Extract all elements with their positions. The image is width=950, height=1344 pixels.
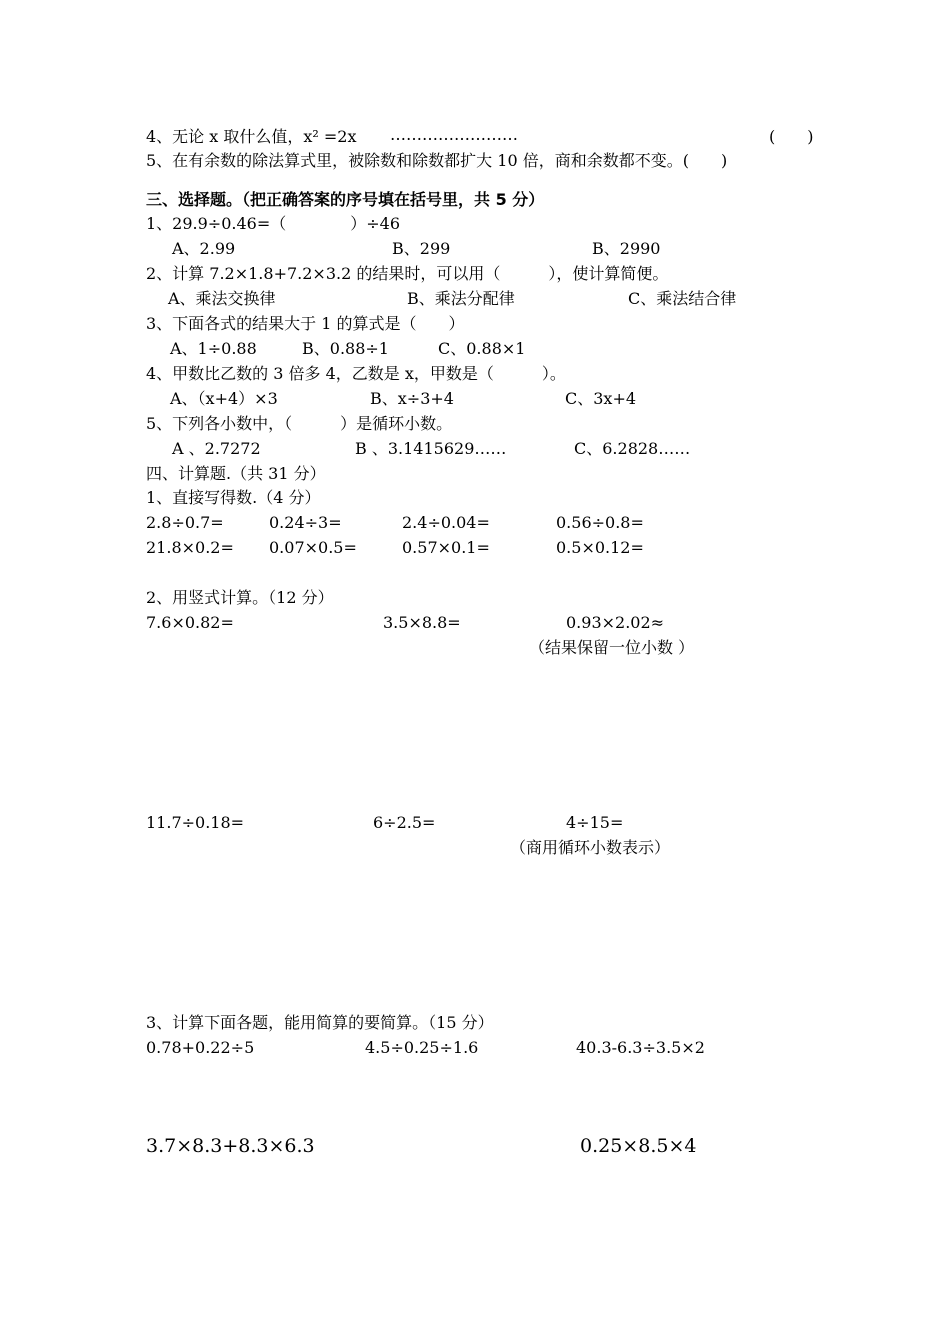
calc-p3-item: 0.78+0.22÷5	[146, 1038, 255, 1057]
choice-q4-option-c: C、3x+4	[565, 389, 637, 408]
calc-p1-item: 0.5×0.12=	[556, 538, 644, 557]
choice-q4-option-b: B、x÷3+4	[370, 389, 454, 408]
choice-q1-option-b: B、299	[392, 239, 451, 258]
calc-part-3-title: 3、计算下面各题，能用简算的要简算。（15 分）	[146, 1013, 494, 1032]
tf-question-4-dots: ……………………	[390, 125, 518, 144]
choice-q2-option-c: C、乘法结合律	[628, 289, 737, 308]
choice-q3-option-c: C、0.88×1	[438, 339, 526, 358]
choice-q3-option-a: A、1÷0.88	[170, 339, 257, 358]
calc-part-2-title: 2、用竖式计算。（12 分）	[146, 588, 334, 607]
choice-q1-option-a: A、2.99	[172, 239, 236, 258]
choice-q4-option-a: A、（x+4）×3	[170, 389, 278, 408]
calc-section-heading: 四、计算题.（共 31 分）	[146, 464, 326, 483]
tf-question-4: 4、无论 x 取什么值，x² =2x	[146, 127, 357, 146]
choice-q5-option-a: A 、2.7272	[172, 439, 261, 458]
calc-p1-item: 2.4÷0.04=	[402, 513, 490, 532]
choice-question-5: 5、下列各小数中，（ ）是循环小数。	[146, 414, 453, 433]
choice-section-heading: 三、选择题。（把正确答案的序号填在括号里，共 5 分）	[146, 190, 545, 209]
tf-question-5: 5、在有余数的除法算式里，被除数和除数都扩大 10 倍，商和余数都不变。( )	[146, 151, 728, 170]
calc-part-1-title: 1、直接写得数.（4 分）	[146, 488, 321, 507]
calc-p2-note-rounding: （结果保留一位小数 ）	[529, 638, 695, 657]
choice-question-1: 1、29.9÷0.46=（ ）÷46	[146, 214, 401, 233]
tf-question-4-answer-paren: ( )	[769, 127, 814, 146]
calc-p2-item: 6÷2.5=	[373, 813, 436, 832]
choice-q2-option-a: A、乘法交换律	[168, 289, 276, 308]
calc-p1-item: 21.8×0.2=	[146, 538, 234, 557]
choice-question-3: 3、下面各式的结果大于 1 的算式是（ ）	[146, 314, 465, 333]
calc-p2-item: 3.5×8.8=	[383, 613, 461, 632]
calc-p2-item: 4÷15=	[566, 813, 624, 832]
calc-p1-item: 0.24÷3=	[269, 513, 342, 532]
calc-p1-item: 0.56÷0.8=	[556, 513, 644, 532]
choice-q3-option-b: B、0.88÷1	[302, 339, 389, 358]
calc-p2-note-repeating: （商用循环小数表示）	[510, 838, 671, 857]
choice-q1-option-c: B、2990	[592, 239, 661, 258]
choice-question-4: 4、甲数比乙数的 3 倍多 4，乙数是 x，甲数是（ ）。	[146, 364, 566, 383]
calc-p2-item: 0.93×2.02≈	[566, 613, 665, 632]
choice-question-2: 2、计算 7.2×1.8+7.2×3.2 的结果时，可以用（ ），使计算简便。	[146, 264, 669, 283]
calc-p1-item: 2.8÷0.7=	[146, 513, 224, 532]
calc-p3-item: 0.25×8.5×4	[580, 1135, 697, 1157]
choice-q5-option-c: C、6.2828……	[574, 439, 691, 458]
calc-p3-item: 4.5÷0.25÷1.6	[365, 1038, 479, 1057]
calc-p1-item: 0.57×0.1=	[402, 538, 490, 557]
choice-q2-option-b: B、乘法分配律	[407, 289, 515, 308]
calc-p2-item: 11.7÷0.18=	[146, 813, 245, 832]
calc-p3-item: 40.3-6.3÷3.5×2	[576, 1038, 705, 1057]
calc-p2-item: 7.6×0.82=	[146, 613, 234, 632]
choice-q5-option-b: B 、3.1415629……	[355, 439, 507, 458]
calc-p1-item: 0.07×0.5=	[269, 538, 357, 557]
calc-p3-item: 3.7×8.3+8.3×6.3	[146, 1135, 315, 1157]
